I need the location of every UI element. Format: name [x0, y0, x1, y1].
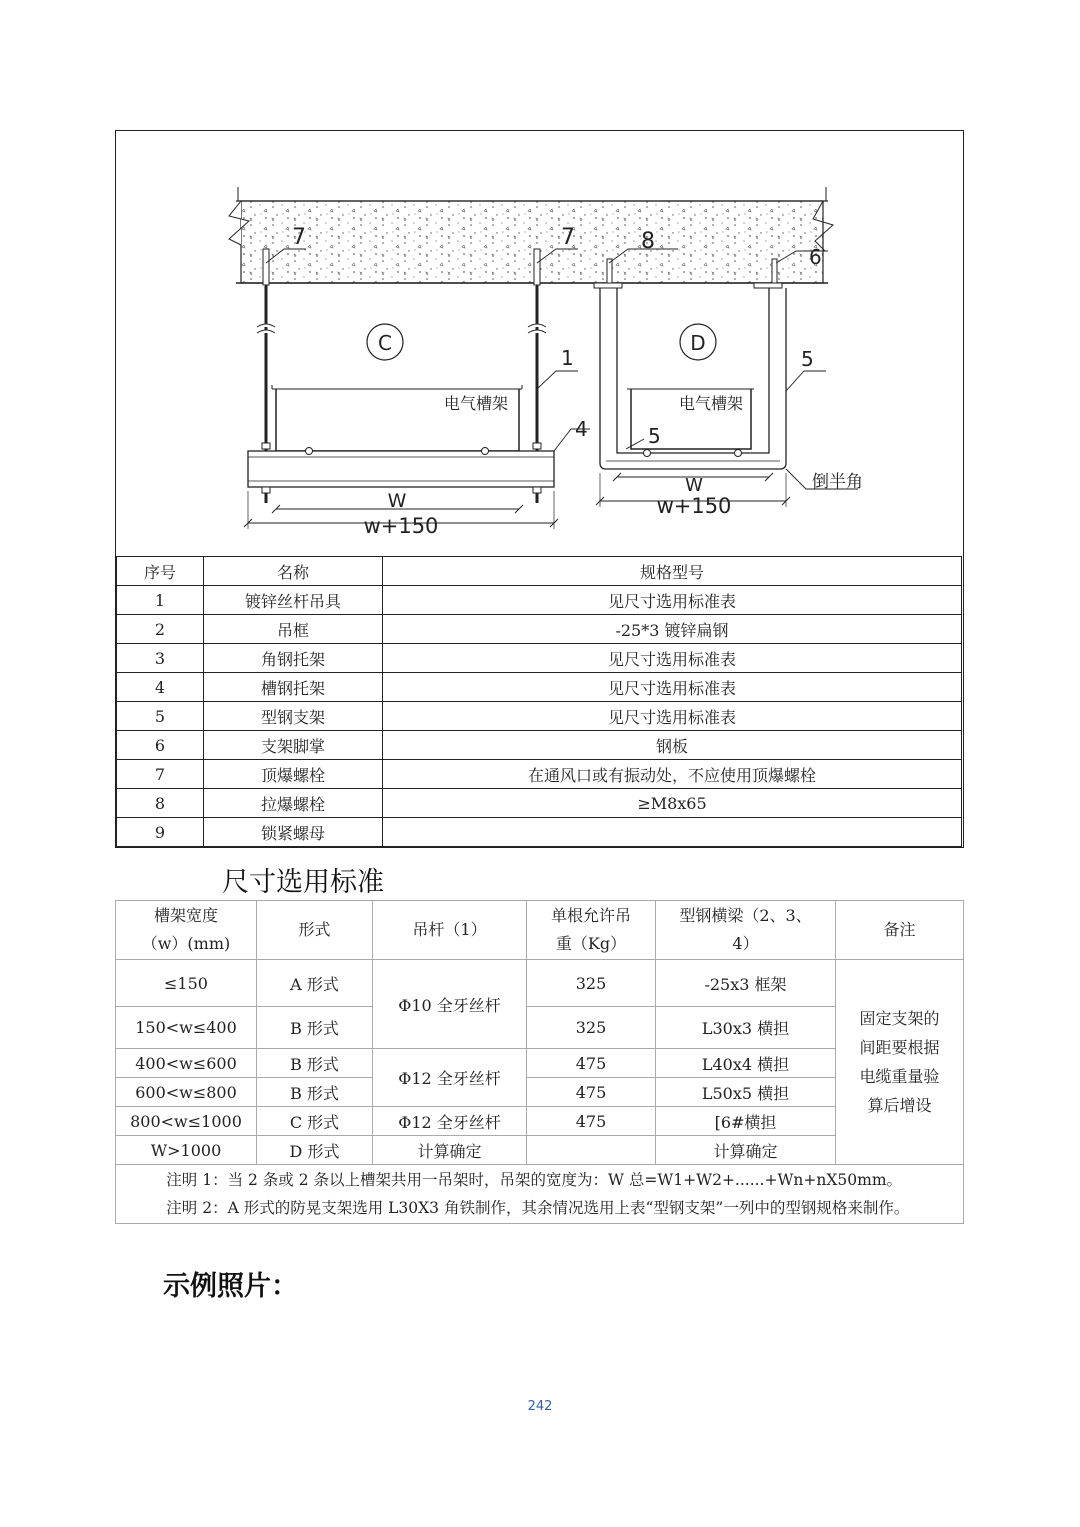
tray-label-c: 电气槽架 — [444, 394, 509, 413]
part-name: 支架脚掌 — [204, 731, 383, 760]
detail-frame — [115, 130, 964, 848]
part-no: 9 — [117, 818, 204, 847]
part-spec: 钢板 — [383, 731, 962, 760]
header-width-line1: 槽架宽度 — [153, 906, 218, 925]
part-name: 拉爆螺栓 — [204, 789, 383, 818]
part-no: 4 — [117, 673, 204, 702]
part-name: 角钢托架 — [204, 644, 383, 673]
rod-spec-phi12: Φ12 全牙丝杆 — [373, 1107, 527, 1136]
table-row — [117, 702, 962, 731]
header-width-line2: （w）(mm) — [141, 934, 231, 953]
table-row — [117, 644, 962, 673]
row-beam: L40x4 横担 — [656, 1049, 836, 1078]
part-no: 6 — [117, 731, 204, 760]
row-width: 150<w≤400 — [116, 1007, 257, 1049]
remark-line: 间距要根据 — [859, 1038, 940, 1057]
callout-6: 6 — [809, 245, 822, 269]
row-load: 325 — [527, 960, 656, 1007]
note-2: 注明 2：A 形式的防晃支架选用 L30X3 角铁制作，其余情况选用上表“型钢支架”一列中的型钢规格来制作。 — [166, 1199, 910, 1217]
detail-d-letter: D — [690, 331, 706, 355]
row-load: 475 — [527, 1049, 656, 1078]
row-beam: -25x3 框架 — [656, 960, 836, 1007]
row-load: 475 — [527, 1107, 656, 1136]
part-name: 吊框 — [204, 615, 383, 644]
tray-label-d: 电气槽架 — [679, 394, 744, 413]
table-row — [117, 760, 962, 789]
part-spec: 见尺寸选用标准表 — [383, 644, 962, 673]
notes-row — [116, 1165, 964, 1224]
row-load: 475 — [527, 1078, 656, 1107]
callout-8: 8 — [641, 229, 655, 254]
col-header-no: 序号 — [117, 557, 204, 586]
row-form: B 形式 — [257, 1049, 373, 1078]
part-name: 槽钢托架 — [204, 673, 383, 702]
callout-5-outer: 5 — [801, 347, 814, 371]
col-header-name: 名称 — [204, 557, 383, 586]
part-spec: 见尺寸选用标准表 — [383, 586, 962, 615]
row-form: B 形式 — [257, 1078, 373, 1107]
callout-1: 1 — [561, 346, 574, 370]
callout-7-right: 7 — [561, 225, 575, 250]
part-name: 顶爆螺栓 — [204, 760, 383, 789]
header-width — [116, 901, 257, 960]
table-row — [117, 615, 962, 644]
table-row — [117, 673, 962, 702]
row-load: 325 — [527, 1007, 656, 1049]
part-no: 5 — [117, 702, 204, 731]
header-remark: 备注 — [836, 901, 964, 960]
row-load — [527, 1136, 656, 1165]
size-table-header — [116, 901, 964, 960]
part-spec — [383, 818, 962, 847]
row-beam: L30x3 横担 — [656, 1007, 836, 1049]
header-rod: 吊杆（1） — [373, 901, 527, 960]
steel-frame-d — [600, 288, 786, 469]
row-width: 600<w≤800 — [116, 1078, 257, 1107]
part-spec: -25*3 镀锌扁钢 — [383, 615, 962, 644]
table-row — [117, 818, 962, 847]
hanger-detail-svg — [116, 131, 962, 556]
row-form: C 形式 — [257, 1107, 373, 1136]
row-width: 400<w≤600 — [116, 1049, 257, 1078]
row-form: D 形式 — [257, 1136, 373, 1165]
header-form: 形式 — [257, 901, 373, 960]
rod-spec-phi12: Φ12 全牙丝杆 — [373, 1049, 527, 1107]
channel-bracket — [248, 443, 554, 493]
part-no: 3 — [117, 644, 204, 673]
part-no: 8 — [117, 789, 204, 818]
dim-w-d: W — [685, 475, 703, 496]
part-no: 2 — [117, 615, 204, 644]
remark-line: 固定支架的 — [859, 1009, 940, 1028]
row-form: B 形式 — [257, 1007, 373, 1049]
callout-7-left: 7 — [292, 225, 306, 250]
installation-drawing — [116, 131, 962, 556]
rod-spec-calc: 计算确定 — [373, 1136, 527, 1165]
row-beam: [6#横担 — [656, 1107, 836, 1136]
notes-cell — [116, 1165, 964, 1224]
chamfer-label: 倒半角 — [812, 472, 863, 492]
callout-4: 4 — [575, 417, 588, 441]
header-load — [527, 901, 656, 960]
detail-c — [244, 249, 558, 538]
parts-table — [116, 556, 962, 847]
page-number: 242 — [527, 1399, 553, 1414]
part-name: 型钢支架 — [204, 702, 383, 731]
part-spec: 见尺寸选用标准表 — [383, 673, 962, 702]
table-row — [117, 789, 962, 818]
size-standard-title: 尺寸选用标准 — [222, 867, 384, 898]
col-header-spec: 规格型号 — [383, 557, 962, 586]
header-beam-line2: 4） — [732, 934, 759, 953]
detail-c-letter: C — [378, 331, 392, 355]
remark-line: 电缆重量验 — [859, 1067, 940, 1086]
dim-w150-c: w+150 — [363, 514, 439, 538]
part-name: 镀锌丝杆吊具 — [204, 586, 383, 615]
size-standard-table — [115, 900, 964, 1224]
detail-d — [594, 259, 790, 518]
remark-line: 算后增设 — [867, 1096, 932, 1115]
rod-spec-phi10: Φ10 全牙丝杆 — [373, 960, 527, 1049]
dim-w-c: W — [387, 490, 407, 512]
row-form: A 形式 — [257, 960, 373, 1007]
part-no: 1 — [117, 586, 204, 615]
part-spec: 见尺寸选用标准表 — [383, 702, 962, 731]
parts-table-header — [117, 557, 962, 586]
row-beam: 计算确定 — [656, 1136, 836, 1165]
row-width: ≤150 — [116, 960, 257, 1007]
header-beam-line1: 型钢横梁（2、3、 — [679, 906, 812, 925]
row-beam: L50x5 横担 — [656, 1078, 836, 1107]
table-row — [117, 586, 962, 615]
photo-example-title: 示例照片： — [163, 1271, 298, 1302]
part-spec: ≥M8x65 — [383, 789, 962, 818]
part-name: 锁紧螺母 — [204, 818, 383, 847]
table-row — [116, 960, 964, 1007]
concrete-slab — [229, 187, 833, 283]
callout-5-inner: 5 — [648, 424, 661, 448]
row-width: 800<w≤1000 — [116, 1107, 257, 1136]
note-1: 注明 1：当 2 条或 2 条以上槽架共用一吊架时，吊架的宽度为：W 总=W1+W2+......+Wn+nX50mm。 — [166, 1171, 903, 1189]
dim-w150-d: w+150 — [656, 494, 732, 518]
header-beam — [656, 901, 836, 960]
row-width: W>1000 — [116, 1136, 257, 1165]
remark-cell — [836, 960, 964, 1165]
table-row — [117, 731, 962, 760]
header-load-line2: 重（Kg） — [555, 934, 627, 953]
header-load-line1: 单根允许吊 — [550, 906, 631, 925]
part-spec: 在通风口或有振动处，不应使用顶爆螺栓 — [383, 760, 962, 789]
part-no: 7 — [117, 760, 204, 789]
